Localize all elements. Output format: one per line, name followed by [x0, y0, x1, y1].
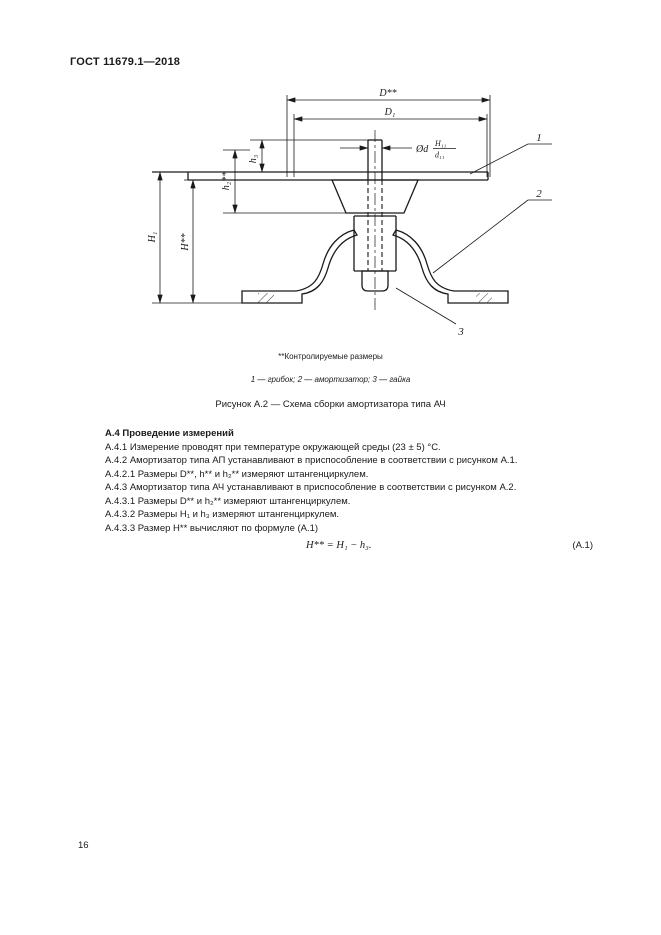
dimension-h3: [248, 140, 368, 172]
dimension-od: [340, 139, 456, 160]
dim-label-h3: h₃: [248, 154, 259, 164]
paragraph-a4-2: А.4.2 Амортизатор типа АП устанавливают в приспособление в соответствии с рисунком А.1.: [105, 455, 518, 466]
formula-a1: H** = H₁ − h₃.: [305, 540, 372, 551]
dimension-h-star: [180, 180, 200, 303]
dim-label-h2: h₂**: [221, 171, 232, 191]
dimension-h1: [147, 172, 242, 303]
leader-part1: [470, 132, 552, 174]
paragraph-a4-2-1: А.4.2.1 Размеры D**, h** и h₂** измеряют штангенциркулем.: [105, 468, 369, 480]
dimension-h2: [221, 150, 346, 213]
document-title: ГОСТ 11679.1—2018: [70, 56, 181, 68]
figure-note: **Контролируемые размеры: [278, 352, 383, 361]
figure-a2-drawing: [0, 85, 661, 355]
formula-row: [105, 539, 593, 553]
dim-label-od-fit-top: H₁₁: [435, 139, 447, 148]
dim-label-d: D**: [379, 88, 397, 99]
leader-part3: [396, 288, 464, 338]
paragraph-a4-3-3: А.4.3.3 Размер H** вычисляют по формуле (А.1): [105, 522, 319, 534]
dim-label-h1: H₁: [147, 231, 158, 243]
dim-label-od: Ød: [416, 144, 429, 155]
paragraph-a4-3: А.4.3 Амортизатор типа АЧ устанавливают в приспособление в соответствии с рисунком А.2.: [105, 482, 517, 493]
dimension-d: [287, 88, 490, 177]
part1-number: 1: [536, 132, 542, 144]
figure-caption: Рисунок А.2 — Схема сборки амортизатора типа АЧ: [215, 399, 446, 410]
part3-number: 3: [458, 326, 464, 338]
part-plate: [152, 172, 488, 213]
dimension-d1: [294, 107, 487, 177]
paragraph-a4-1: А.4.1 Измерение проводят при температуре окружающей среды (23 ± 5) °С.: [105, 441, 441, 453]
formula-number: (А.1): [572, 540, 593, 551]
dim-label-od-fit-bottom: d₁₁: [435, 150, 445, 160]
section-a4: [105, 427, 593, 553]
page-number: 16: [78, 840, 89, 851]
part2-number: 2: [536, 188, 542, 200]
paragraph-a4-3-1: А.4.3.1 Размеры D** и h₂** измеряют штангенциркулем.: [105, 495, 351, 507]
dim-label-d1: D₁: [384, 107, 396, 118]
leader-part2: [433, 188, 552, 273]
dim-label-h-star: H**: [180, 233, 191, 251]
figure-legend: 1 — грибок; 2 — амортизатор; 3 — гайка: [250, 375, 411, 384]
paragraph-a4-3-2: А.4.3.2 Размеры H₁ и h₃ измеряют штангенциркулем.: [105, 509, 340, 520]
section-heading: А.4 Проведение измерений: [105, 428, 234, 439]
